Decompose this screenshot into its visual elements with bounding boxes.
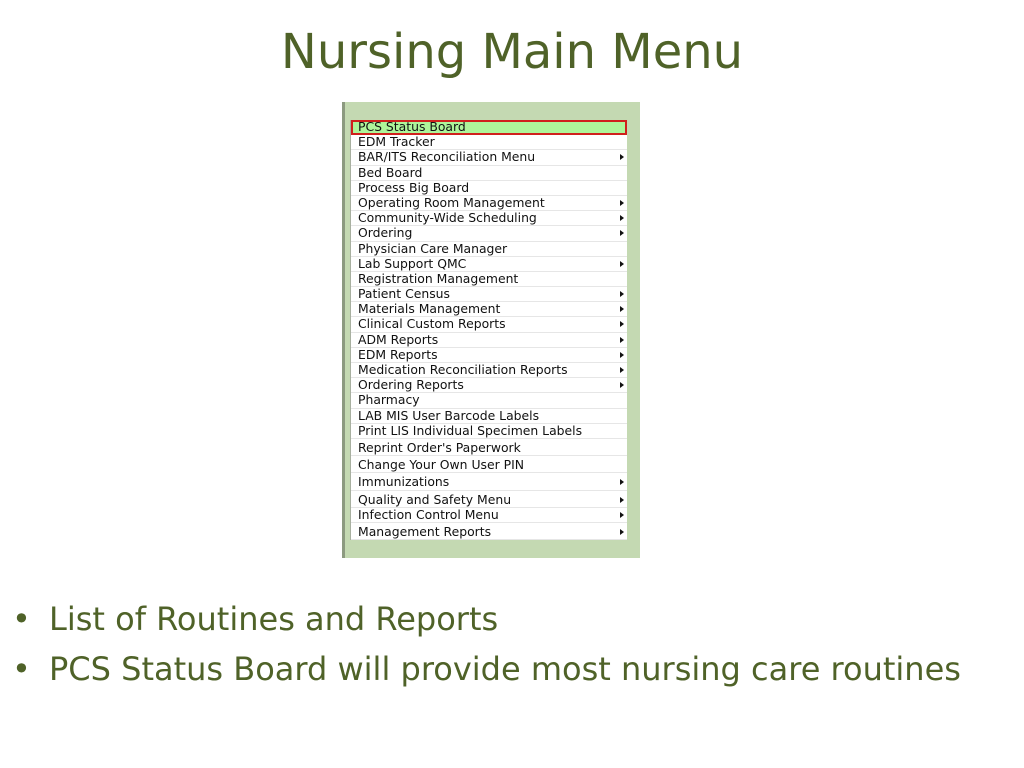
bullet-item-pcs-status-board — [12, 648, 992, 690]
menu-item-ordering-reports[interactable] — [351, 378, 627, 393]
menu-item-label: Management Reports — [358, 523, 492, 539]
menu-item-label: Ordering Reports — [358, 377, 464, 393]
menu-item-clinical-custom-reports[interactable] — [351, 317, 627, 332]
submenu-arrow-icon — [620, 512, 624, 518]
menu-item-label: Immunizations — [358, 474, 450, 490]
submenu-arrow-icon — [620, 154, 624, 160]
menu-item-label: Registration Management — [358, 270, 519, 286]
menu-item-label: Ordering — [358, 225, 413, 241]
submenu-arrow-icon — [620, 321, 624, 327]
submenu-arrow-icon — [620, 382, 624, 388]
menu-item-label: EDM Reports — [358, 346, 438, 362]
slide-title: Nursing Main Menu — [280, 24, 744, 80]
menu-item-immunizations[interactable] — [351, 475, 627, 490]
menu-item-label: Reprint Order's Paperwork — [358, 439, 521, 455]
menu-item-process-big-board[interactable] — [351, 181, 627, 196]
submenu-arrow-icon — [620, 200, 624, 206]
menu-item-patient-census[interactable] — [351, 287, 627, 302]
menu-item-pharmacy[interactable] — [351, 393, 627, 408]
menu-item-adm-reports[interactable] — [351, 333, 627, 348]
menu-item-physician-care-manager[interactable] — [351, 242, 627, 257]
menu-item-label: PCS Status Board — [358, 119, 466, 134]
menu-item-label: EDM Tracker — [358, 134, 435, 150]
menu-item-label: ADM Reports — [358, 331, 439, 347]
submenu-arrow-icon — [620, 261, 624, 267]
menu-item-label: LAB MIS User Barcode Labels — [358, 407, 540, 423]
menu-item-bed-board[interactable] — [351, 166, 627, 181]
submenu-arrow-icon — [620, 367, 624, 373]
menu-item-label: Clinical Custom Reports — [358, 316, 506, 332]
menu-item-quality-and-safety-menu[interactable] — [351, 493, 627, 508]
submenu-arrow-icon — [620, 479, 624, 485]
menu-item-label: Physician Care Manager — [358, 240, 508, 256]
menu-item-management-reports[interactable] — [351, 525, 627, 540]
nursing-main-menu-list — [350, 120, 627, 540]
menu-item-label: Change Your Own User PIN — [358, 457, 525, 473]
menu-item-label: Print LIS Individual Specimen Labels — [358, 422, 583, 438]
menu-item-label: Operating Room Management — [358, 194, 545, 210]
submenu-arrow-icon — [620, 497, 624, 503]
menu-item-label: Medication Reconciliation Reports — [358, 362, 568, 377]
submenu-arrow-icon — [620, 352, 624, 358]
menu-item-reprint-order-s-paperwork[interactable] — [351, 441, 627, 456]
panel-left-edge — [342, 102, 345, 558]
menu-item-bar-its-reconciliation-menu[interactable] — [351, 150, 627, 165]
menu-item-lab-support-qmc[interactable] — [351, 257, 627, 272]
menu-item-operating-room-management[interactable] — [351, 196, 627, 211]
submenu-arrow-icon — [620, 306, 624, 312]
menu-item-change-your-own-user-pin[interactable] — [351, 458, 627, 473]
bullet-dot: • — [12, 650, 31, 688]
bullet-item-routines-reports — [12, 598, 992, 640]
menu-item-edm-reports[interactable] — [351, 348, 627, 363]
menu-item-label: Process Big Board — [358, 179, 470, 195]
menu-item-label: BAR/ITS Reconciliation Menu — [358, 149, 536, 165]
menu-item-lab-mis-user-barcode-labels[interactable] — [351, 409, 627, 424]
menu-item-print-lis-individual-specimen-labels[interactable] — [351, 424, 627, 439]
menu-item-label: Infection Control Menu — [358, 506, 499, 522]
bullet-text: PCS Status Board will provide most nursing care routines — [49, 650, 961, 688]
menu-item-registration-management[interactable] — [351, 272, 627, 287]
slide-bullet-list — [12, 598, 992, 698]
menu-item-label: Quality and Safety Menu — [358, 491, 512, 507]
menu-item-label: Pharmacy — [358, 392, 420, 408]
menu-item-label: Bed Board — [358, 164, 423, 180]
submenu-arrow-icon — [620, 337, 624, 343]
submenu-arrow-icon — [620, 291, 624, 297]
menu-item-edm-tracker[interactable] — [351, 135, 627, 150]
nursing-main-menu-panel — [342, 102, 640, 558]
menu-item-label: Lab Support QMC — [358, 255, 467, 271]
menu-item-label: Patient Census — [358, 286, 450, 302]
menu-item-label: Materials Management — [358, 301, 501, 317]
submenu-arrow-icon — [620, 230, 624, 236]
bullet-text: List of Routines and Reports — [49, 600, 499, 638]
bullet-dot: • — [12, 600, 31, 638]
menu-item-materials-management[interactable] — [351, 302, 627, 317]
menu-item-medication-reconciliation-reports[interactable] — [351, 363, 627, 378]
submenu-arrow-icon — [620, 215, 624, 221]
menu-item-label: Community-Wide Scheduling — [358, 210, 537, 226]
menu-item-pcs-status-board[interactable] — [351, 120, 627, 135]
menu-item-ordering[interactable] — [351, 226, 627, 241]
menu-item-community-wide-scheduling[interactable] — [351, 211, 627, 226]
submenu-arrow-icon — [620, 529, 624, 535]
menu-item-infection-control-menu[interactable] — [351, 508, 627, 523]
